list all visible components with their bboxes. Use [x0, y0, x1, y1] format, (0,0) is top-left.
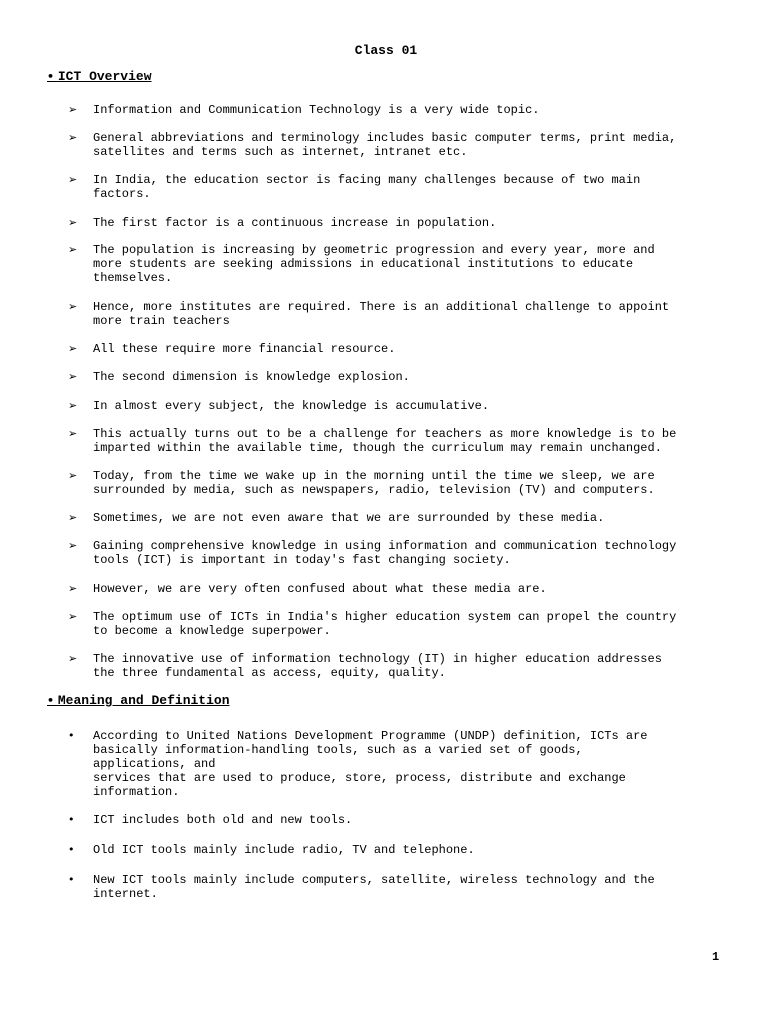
list-item — [68, 300, 728, 328]
bullet-icon: • — [47, 70, 58, 83]
arrow-bullet-icon: ➢ — [68, 370, 78, 383]
list-item-text: Gaining comprehensive knowledge in using information and communication technology tools (ICT) is important in today's fast changing society. — [93, 539, 677, 567]
list-item — [68, 511, 728, 525]
arrow-bullet-icon: ➢ — [68, 243, 78, 256]
list-item — [68, 243, 728, 285]
list-item — [68, 399, 728, 413]
list-item-text: The population is increasing by geometric progression and every year, more and more students are seeking admissions in educational institutions to educate themselves. — [93, 243, 655, 285]
arrow-bullet-icon: ➢ — [68, 173, 78, 186]
arrow-bullet-icon: ➢ — [68, 511, 78, 524]
section-heading-label: ICT Overview — [57, 69, 152, 84]
arrow-bullet-icon: ➢ — [68, 300, 78, 313]
list-item — [68, 539, 728, 567]
list-item — [68, 131, 728, 159]
list-item-text: Today, from the time we wake up in the morning until the time we sleep, we are surrounded by media, such as newspapers, radio, television (TV) and computers. — [93, 469, 655, 497]
section-heading-ict-overview — [47, 70, 152, 84]
list-item — [68, 582, 728, 596]
list-item — [68, 342, 728, 356]
list-item — [68, 610, 728, 638]
list-item-text: In India, the education sector is facing many challenges because of two main factors. — [93, 173, 641, 201]
arrow-bullet-icon: ➢ — [68, 131, 78, 144]
arrow-bullet-icon: ➢ — [68, 610, 78, 623]
arrow-bullet-icon: ➢ — [68, 652, 78, 665]
list-item-text: This actually turns out to be a challenge for teachers as more knowledge is to be imparted within the available time, though the curriculum may remain unchanged. — [93, 427, 677, 455]
list-item-text: In almost every subject, the knowledge is accumulative. — [93, 399, 490, 413]
list-item — [68, 216, 728, 230]
dot-bullet-icon: • — [68, 873, 75, 886]
list-item-text: All these require more financial resource. — [93, 342, 396, 356]
arrow-bullet-icon: ➢ — [68, 399, 78, 412]
list-item — [68, 873, 728, 901]
list-item — [68, 652, 728, 680]
arrow-bullet-icon: ➢ — [68, 103, 78, 116]
list-item — [68, 729, 728, 799]
list-item-text: According to United Nations Development Programme (UNDP) definition, ICTs are basically information-handling tools, such as a varied set of goods, applications, and services that are used to produce, store, process, distribute and exchange information. — [93, 729, 648, 799]
list-item-text: However, we are very often confused about what these media are. — [93, 582, 547, 596]
list-item-text: Sometimes, we are not even aware that we are surrounded by these media. — [93, 511, 605, 525]
arrow-bullet-icon: ➢ — [68, 539, 78, 552]
list-item — [68, 427, 728, 455]
bullet-icon: • — [47, 694, 58, 707]
arrow-bullet-icon: ➢ — [68, 427, 78, 440]
arrow-bullet-icon: ➢ — [68, 469, 78, 482]
list-item — [68, 173, 728, 201]
page-number: 1 — [712, 950, 720, 964]
dot-bullet-icon: • — [68, 729, 75, 742]
arrow-bullet-icon: ➢ — [68, 582, 78, 595]
dot-bullet-icon: • — [68, 843, 75, 856]
list-item — [68, 843, 728, 857]
list-item — [68, 370, 728, 384]
list-item-text: ICT includes both old and new tools. — [93, 813, 353, 827]
list-item-text: The optimum use of ICTs in India's higher education system can propel the country to become a knowledge superpower. — [93, 610, 677, 638]
arrow-bullet-icon: ➢ — [68, 216, 78, 229]
list-item-text: The innovative use of information technology (IT) in higher education addresses the three fundamental as access, equity, quality. — [93, 652, 662, 680]
list-item — [68, 813, 728, 827]
dot-bullet-icon: • — [68, 813, 75, 826]
page-title: Class 01 — [354, 43, 418, 58]
list-item-text: Old ICT tools mainly include radio, TV and telephone. — [93, 843, 475, 857]
list-item-text: Information and Communication Technology is a very wide topic. — [93, 103, 540, 117]
arrow-bullet-icon: ➢ — [68, 342, 78, 355]
list-item-text: General abbreviations and terminology includes basic computer terms, print media, satellites and terms such as internet, intranet etc. — [93, 131, 677, 159]
section-heading-meaning-and-definition — [47, 694, 230, 708]
list-item-text: Hence, more institutes are required. There is an additional challenge to appoint more train teachers — [93, 300, 670, 328]
list-item-text: The first factor is a continuous increase in population. — [93, 216, 497, 230]
section-heading-label: Meaning and Definition — [57, 693, 230, 708]
list-item-text: New ICT tools mainly include computers, satellite, wireless technology and the internet. — [93, 873, 655, 901]
list-item — [68, 103, 728, 117]
list-item — [68, 469, 728, 497]
list-item-text: The second dimension is knowledge explosion. — [93, 370, 410, 384]
